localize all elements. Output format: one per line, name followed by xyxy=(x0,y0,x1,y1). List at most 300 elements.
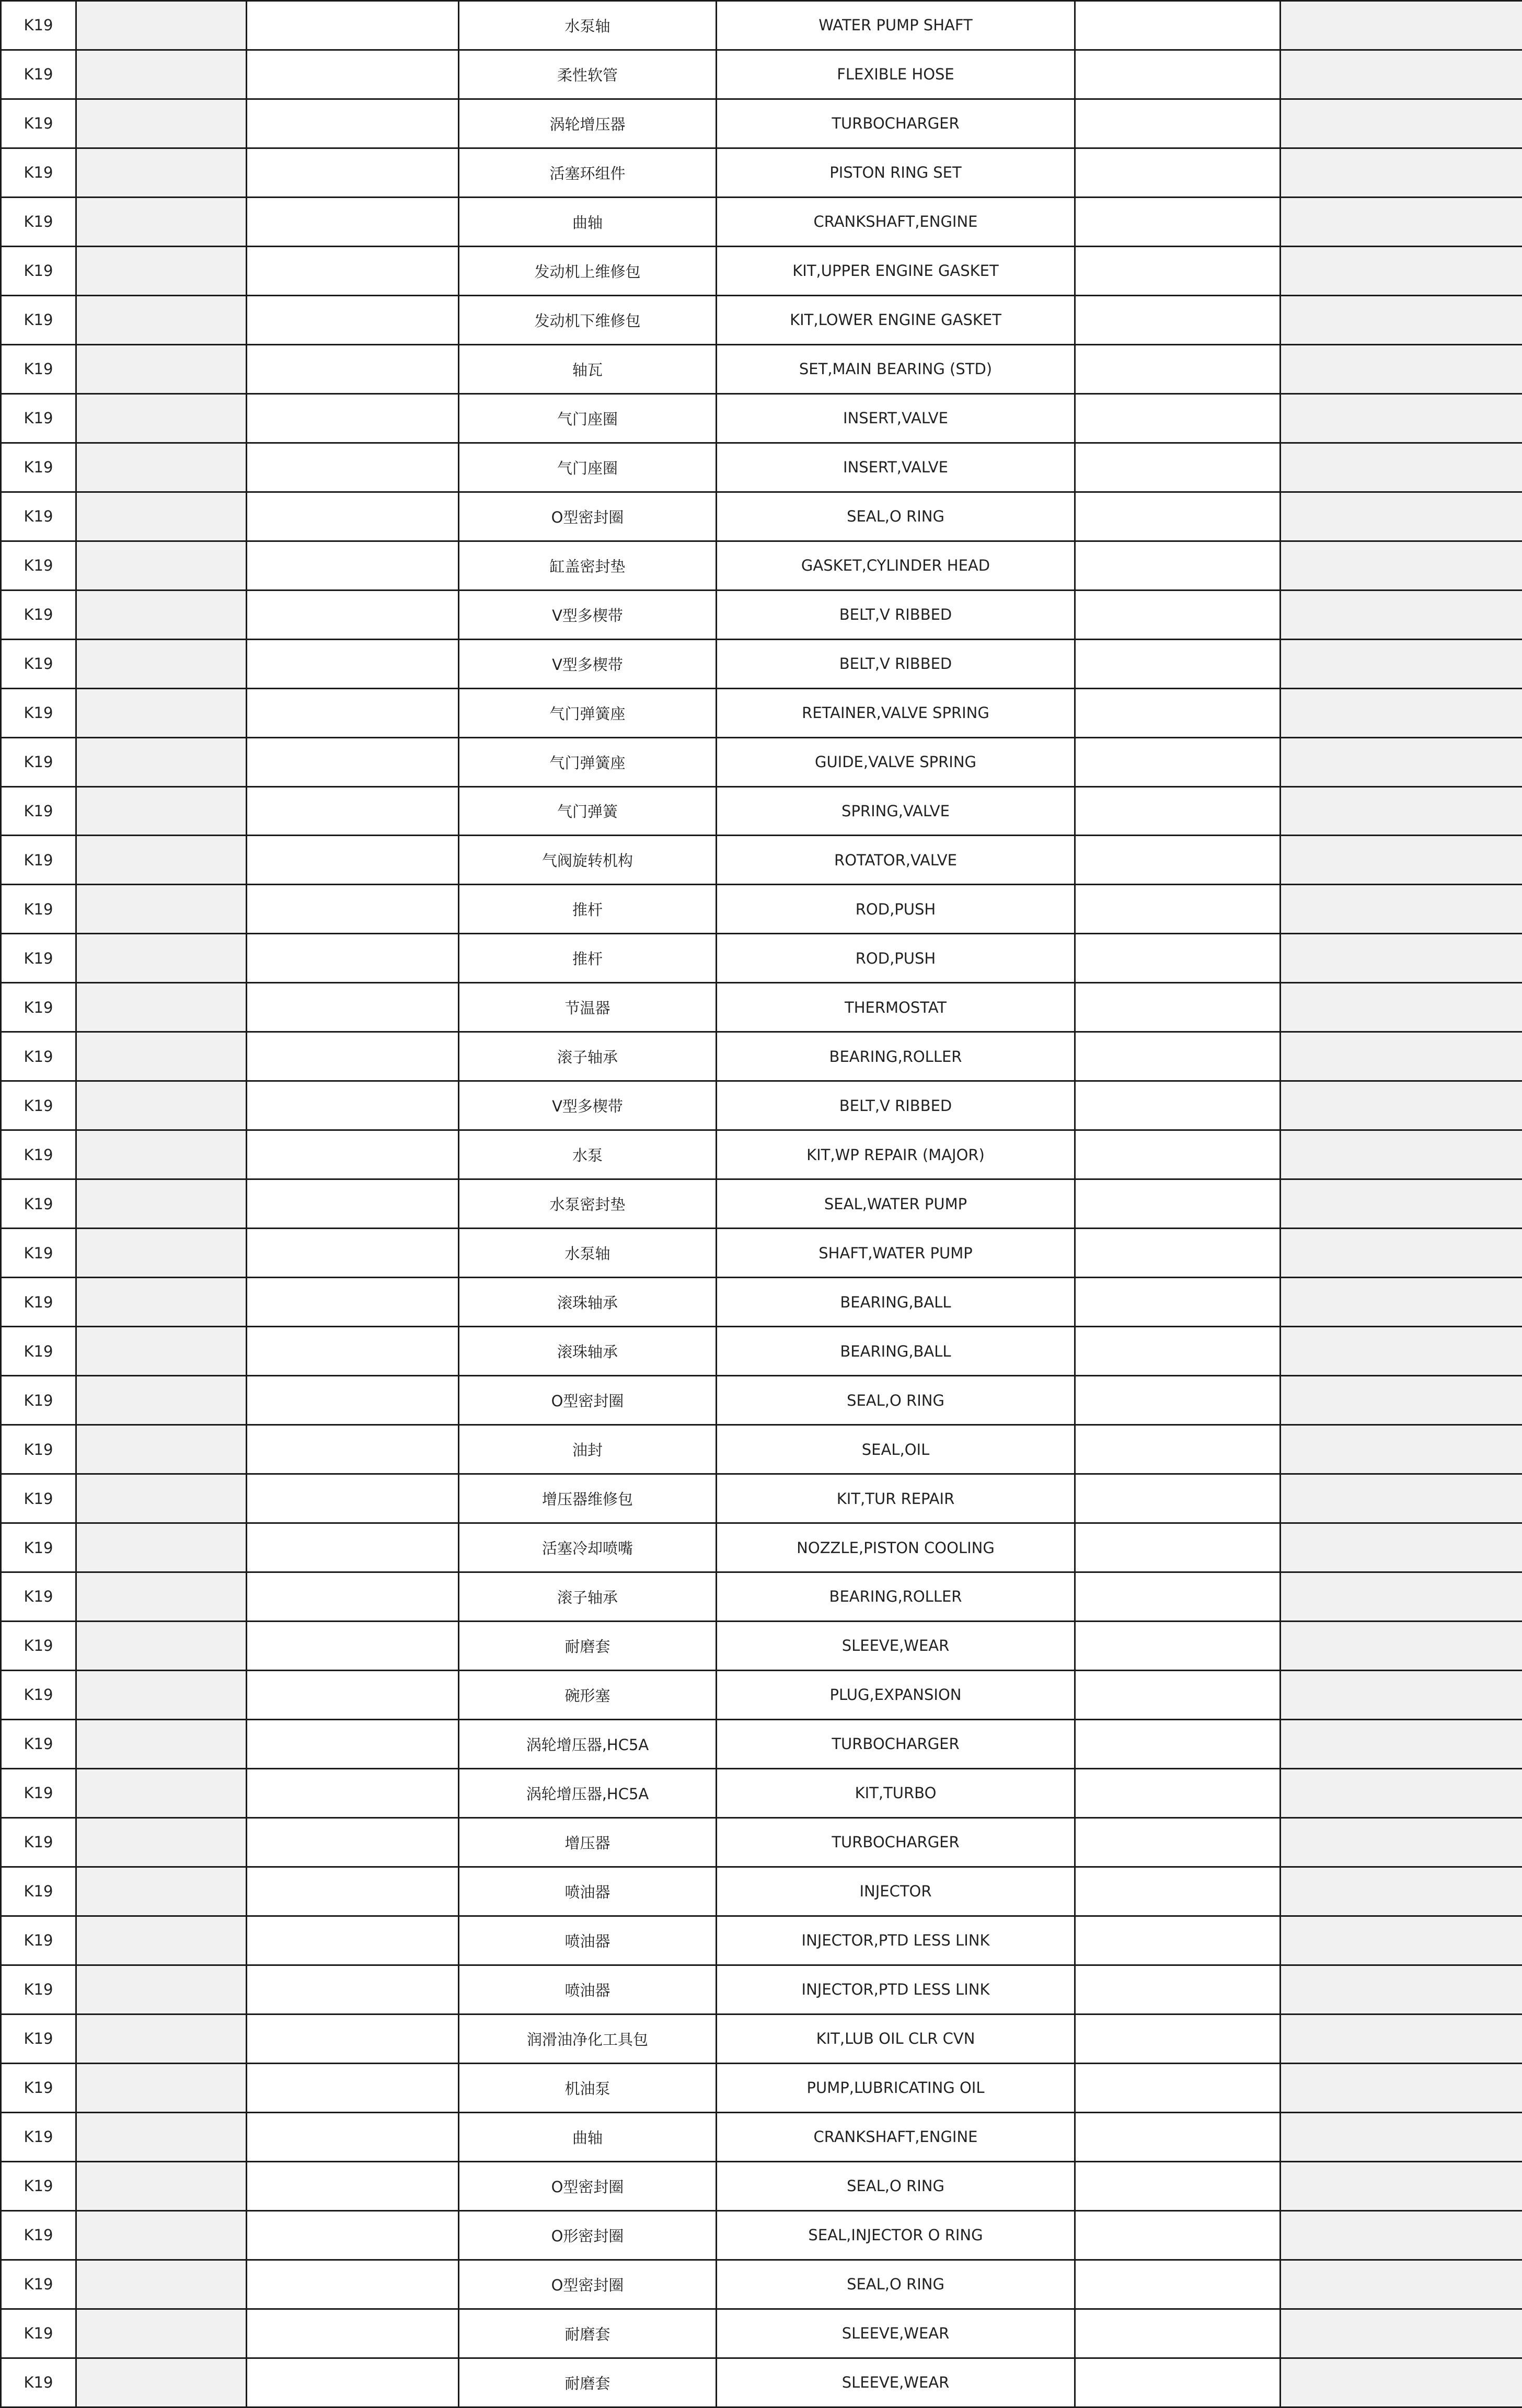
empty-cell xyxy=(1075,2358,1281,2407)
english-name-cell: SEAL,WATER PUMP xyxy=(717,1179,1075,1229)
empty-cell xyxy=(1281,1523,1522,1572)
empty-cell xyxy=(1281,1768,1522,1817)
table-row xyxy=(1,786,1522,836)
model-cell: K19 xyxy=(1,1719,76,1768)
empty-cell xyxy=(1281,1179,1522,1229)
empty-cell xyxy=(76,1376,247,1425)
table-row xyxy=(1,2358,1522,2407)
empty-cell xyxy=(1281,2260,1522,2309)
model-cell: K19 xyxy=(1,688,76,737)
empty-cell xyxy=(1075,1376,1281,1425)
empty-cell xyxy=(247,1867,459,1916)
empty-cell xyxy=(1281,2112,1522,2161)
empty-cell xyxy=(76,99,247,148)
empty-cell xyxy=(76,1817,247,1867)
empty-cell xyxy=(1075,2063,1281,2112)
model-cell: K19 xyxy=(1,2260,76,2309)
empty-cell xyxy=(1075,1327,1281,1376)
chinese-name-cell: 发动机下维修包 xyxy=(459,295,717,344)
empty-cell xyxy=(76,2161,247,2210)
table-row xyxy=(1,2063,1522,2112)
empty-cell xyxy=(247,99,459,148)
empty-cell xyxy=(1075,541,1281,590)
chinese-name-cell: 水泵 xyxy=(459,1130,717,1179)
empty-cell xyxy=(247,983,459,1032)
english-name-cell: KIT,LOWER ENGINE GASKET xyxy=(717,295,1075,344)
model-cell: K19 xyxy=(1,2309,76,2358)
english-name-cell: GUIDE,VALVE SPRING xyxy=(717,737,1075,786)
empty-cell xyxy=(1281,1867,1522,1916)
chinese-name-cell: 耐磨套 xyxy=(459,2309,717,2358)
empty-cell xyxy=(76,2063,247,2112)
empty-cell xyxy=(76,885,247,934)
chinese-name-cell: 涡轮增压器 xyxy=(459,99,717,148)
empty-cell xyxy=(247,1474,459,1523)
chinese-name-cell: 曲轴 xyxy=(459,197,717,246)
empty-cell xyxy=(76,1425,247,1474)
empty-cell xyxy=(1281,1130,1522,1179)
empty-cell xyxy=(1281,148,1522,197)
table-row xyxy=(1,983,1522,1032)
table-row xyxy=(1,197,1522,246)
empty-cell xyxy=(1075,639,1281,688)
empty-cell xyxy=(1075,786,1281,836)
table-row xyxy=(1,1032,1522,1081)
table-row xyxy=(1,1817,1522,1867)
table-row xyxy=(1,2210,1522,2260)
empty-cell xyxy=(76,1179,247,1229)
empty-cell xyxy=(76,1572,247,1622)
empty-cell xyxy=(247,2260,459,2309)
table-row xyxy=(1,1278,1522,1327)
english-name-cell: SEAL,OIL xyxy=(717,1425,1075,1474)
empty-cell xyxy=(247,2014,459,2063)
english-name-cell: BELT,V RIBBED xyxy=(717,590,1075,639)
model-cell: K19 xyxy=(1,2063,76,2112)
empty-cell xyxy=(1075,1523,1281,1572)
empty-cell xyxy=(76,1474,247,1523)
empty-cell xyxy=(247,1768,459,1817)
chinese-name-cell: 碗形塞 xyxy=(459,1670,717,1719)
empty-cell xyxy=(1281,885,1522,934)
empty-cell xyxy=(76,197,247,246)
table-row xyxy=(1,737,1522,786)
model-cell: K19 xyxy=(1,885,76,934)
model-cell: K19 xyxy=(1,1,76,50)
empty-cell xyxy=(247,246,459,295)
english-name-cell: GASKET,CYLINDER HEAD xyxy=(717,541,1075,590)
english-name-cell: BELT,V RIBBED xyxy=(717,1081,1075,1130)
english-name-cell: KIT,LUB OIL CLR CVN xyxy=(717,2014,1075,2063)
empty-cell xyxy=(1075,2309,1281,2358)
empty-cell xyxy=(1075,1916,1281,1965)
empty-cell xyxy=(247,934,459,983)
empty-cell xyxy=(1281,1229,1522,1278)
english-name-cell: TURBOCHARGER xyxy=(717,1719,1075,1768)
chinese-name-cell: 耐磨套 xyxy=(459,1621,717,1670)
table-row xyxy=(1,1768,1522,1817)
english-name-cell: SLEEVE,WEAR xyxy=(717,2358,1075,2407)
empty-cell xyxy=(76,737,247,786)
model-cell: K19 xyxy=(1,492,76,541)
table-row xyxy=(1,885,1522,934)
model-cell: K19 xyxy=(1,1179,76,1229)
empty-cell xyxy=(1281,639,1522,688)
parts-table-body xyxy=(1,1,1522,2407)
empty-cell xyxy=(1281,2063,1522,2112)
empty-cell xyxy=(1075,1081,1281,1130)
chinese-name-cell: 涡轮增压器,HC5A xyxy=(459,1768,717,1817)
table-row xyxy=(1,99,1522,148)
table-row xyxy=(1,1916,1522,1965)
empty-cell xyxy=(76,246,247,295)
chinese-name-cell: O型密封圈 xyxy=(459,2161,717,2210)
table-row xyxy=(1,148,1522,197)
empty-cell xyxy=(1281,197,1522,246)
empty-cell xyxy=(1075,1,1281,50)
chinese-name-cell: 气门弹簧座 xyxy=(459,737,717,786)
table-row xyxy=(1,541,1522,590)
table-row xyxy=(1,688,1522,737)
table-row xyxy=(1,1130,1522,1179)
table-row xyxy=(1,1572,1522,1622)
chinese-name-cell: O形密封圈 xyxy=(459,2210,717,2260)
model-cell: K19 xyxy=(1,295,76,344)
chinese-name-cell: 气门弹簧 xyxy=(459,786,717,836)
chinese-name-cell: 机油泵 xyxy=(459,2063,717,2112)
empty-cell xyxy=(1281,295,1522,344)
empty-cell xyxy=(247,1572,459,1622)
empty-cell xyxy=(1281,1376,1522,1425)
model-cell: K19 xyxy=(1,1376,76,1425)
empty-cell xyxy=(1075,737,1281,786)
empty-cell xyxy=(76,983,247,1032)
model-cell: K19 xyxy=(1,1032,76,1081)
english-name-cell: INJECTOR,PTD LESS LINK xyxy=(717,1965,1075,2014)
english-name-cell: FLEXIBLE HOSE xyxy=(717,50,1075,99)
empty-cell xyxy=(1075,1768,1281,1817)
empty-cell xyxy=(76,492,247,541)
english-name-cell: PUMP,LUBRICATING OIL xyxy=(717,2063,1075,2112)
model-cell: K19 xyxy=(1,1768,76,1817)
empty-cell xyxy=(1075,197,1281,246)
empty-cell xyxy=(247,148,459,197)
chinese-name-cell: 发动机上维修包 xyxy=(459,246,717,295)
model-cell: K19 xyxy=(1,2161,76,2210)
empty-cell xyxy=(1075,688,1281,737)
empty-cell xyxy=(76,639,247,688)
chinese-name-cell: 滚子轴承 xyxy=(459,1032,717,1081)
empty-cell xyxy=(76,50,247,99)
model-cell: K19 xyxy=(1,1523,76,1572)
empty-cell xyxy=(247,344,459,393)
empty-cell xyxy=(1281,1278,1522,1327)
empty-cell xyxy=(247,1376,459,1425)
model-cell: K19 xyxy=(1,99,76,148)
empty-cell xyxy=(76,688,247,737)
empty-cell xyxy=(1075,344,1281,393)
english-name-cell: BELT,V RIBBED xyxy=(717,639,1075,688)
table-row xyxy=(1,492,1522,541)
empty-cell xyxy=(247,1523,459,1572)
empty-cell xyxy=(1075,1965,1281,2014)
empty-cell xyxy=(76,2309,247,2358)
english-name-cell: KIT,UPPER ENGINE GASKET xyxy=(717,246,1075,295)
empty-cell xyxy=(76,1965,247,2014)
model-cell: K19 xyxy=(1,541,76,590)
empty-cell xyxy=(1281,344,1522,393)
chinese-name-cell: 润滑油净化工具包 xyxy=(459,2014,717,2063)
chinese-name-cell: 轴瓦 xyxy=(459,344,717,393)
english-name-cell: INSERT,VALVE xyxy=(717,393,1075,443)
empty-cell xyxy=(76,2260,247,2309)
empty-cell xyxy=(1075,1621,1281,1670)
english-name-cell: BEARING,BALL xyxy=(717,1327,1075,1376)
model-cell: K19 xyxy=(1,836,76,885)
chinese-name-cell: V型多楔带 xyxy=(459,590,717,639)
table-row xyxy=(1,2161,1522,2210)
empty-cell xyxy=(247,1,459,50)
table-row xyxy=(1,1474,1522,1523)
empty-cell xyxy=(76,1327,247,1376)
model-cell: K19 xyxy=(1,1229,76,1278)
table-row xyxy=(1,1719,1522,1768)
empty-cell xyxy=(76,1081,247,1130)
empty-cell xyxy=(247,688,459,737)
empty-cell xyxy=(76,443,247,492)
chinese-name-cell: 节温器 xyxy=(459,983,717,1032)
empty-cell xyxy=(247,1130,459,1179)
empty-cell xyxy=(247,1965,459,2014)
chinese-name-cell: V型多楔带 xyxy=(459,639,717,688)
empty-cell xyxy=(247,1916,459,1965)
empty-cell xyxy=(1281,492,1522,541)
empty-cell xyxy=(1075,1032,1281,1081)
model-cell: K19 xyxy=(1,1130,76,1179)
empty-cell xyxy=(247,492,459,541)
model-cell: K19 xyxy=(1,1327,76,1376)
empty-cell xyxy=(1281,1572,1522,1622)
table-row xyxy=(1,1229,1522,1278)
empty-cell xyxy=(247,2358,459,2407)
chinese-name-cell: 水泵密封垫 xyxy=(459,1179,717,1229)
english-name-cell: SEAL,O RING xyxy=(717,492,1075,541)
empty-cell xyxy=(1281,443,1522,492)
model-cell: K19 xyxy=(1,1278,76,1327)
empty-cell xyxy=(1281,2014,1522,2063)
chinese-name-cell: 滚子轴承 xyxy=(459,1572,717,1622)
empty-cell xyxy=(1281,1670,1522,1719)
empty-cell xyxy=(1075,2210,1281,2260)
empty-cell xyxy=(76,1670,247,1719)
english-name-cell: RETAINER,VALVE SPRING xyxy=(717,688,1075,737)
empty-cell xyxy=(247,1032,459,1081)
table-row xyxy=(1,1,1522,50)
empty-cell xyxy=(1075,2014,1281,2063)
table-row xyxy=(1,2309,1522,2358)
english-name-cell: SEAL,INJECTOR O RING xyxy=(717,2210,1075,2260)
empty-cell xyxy=(1075,1670,1281,1719)
chinese-name-cell: 气门座圈 xyxy=(459,393,717,443)
model-cell: K19 xyxy=(1,148,76,197)
empty-cell xyxy=(1075,836,1281,885)
empty-cell xyxy=(1281,737,1522,786)
table-row xyxy=(1,2260,1522,2309)
chinese-name-cell: 滚珠轴承 xyxy=(459,1278,717,1327)
empty-cell xyxy=(76,344,247,393)
empty-cell xyxy=(247,737,459,786)
empty-cell xyxy=(76,1867,247,1916)
english-name-cell: SEAL,O RING xyxy=(717,1376,1075,1425)
empty-cell xyxy=(1281,1965,1522,2014)
model-cell: K19 xyxy=(1,344,76,393)
empty-cell xyxy=(1075,1278,1281,1327)
empty-cell xyxy=(247,50,459,99)
chinese-name-cell: 增压器维修包 xyxy=(459,1474,717,1523)
english-name-cell: TURBOCHARGER xyxy=(717,1817,1075,1867)
english-name-cell: SLEEVE,WEAR xyxy=(717,1621,1075,1670)
model-cell: K19 xyxy=(1,1621,76,1670)
chinese-name-cell: 增压器 xyxy=(459,1817,717,1867)
empty-cell xyxy=(76,1768,247,1817)
empty-cell xyxy=(76,1916,247,1965)
empty-cell xyxy=(1281,1621,1522,1670)
empty-cell xyxy=(1075,50,1281,99)
model-cell: K19 xyxy=(1,1081,76,1130)
model-cell: K19 xyxy=(1,983,76,1032)
model-cell: K19 xyxy=(1,443,76,492)
empty-cell xyxy=(1281,1719,1522,1768)
empty-cell xyxy=(76,1278,247,1327)
empty-cell xyxy=(1075,2161,1281,2210)
empty-cell xyxy=(1281,688,1522,737)
chinese-name-cell: O型密封圈 xyxy=(459,2260,717,2309)
model-cell: K19 xyxy=(1,934,76,983)
empty-cell xyxy=(247,2112,459,2161)
empty-cell xyxy=(247,1278,459,1327)
table-row xyxy=(1,1425,1522,1474)
chinese-name-cell: 耐磨套 xyxy=(459,2358,717,2407)
chinese-name-cell: O型密封圈 xyxy=(459,1376,717,1425)
empty-cell xyxy=(76,590,247,639)
empty-cell xyxy=(76,1229,247,1278)
empty-cell xyxy=(247,2063,459,2112)
english-name-cell: INJECTOR xyxy=(717,1867,1075,1916)
empty-cell xyxy=(1075,1130,1281,1179)
empty-cell xyxy=(1075,1474,1281,1523)
empty-cell xyxy=(1281,99,1522,148)
empty-cell xyxy=(76,393,247,443)
empty-cell xyxy=(1075,934,1281,983)
empty-cell xyxy=(247,2309,459,2358)
empty-cell xyxy=(247,1229,459,1278)
empty-cell xyxy=(76,1032,247,1081)
empty-cell xyxy=(247,197,459,246)
empty-cell xyxy=(247,590,459,639)
empty-cell xyxy=(76,836,247,885)
empty-cell xyxy=(1075,1572,1281,1622)
model-cell: K19 xyxy=(1,246,76,295)
empty-cell xyxy=(1075,885,1281,934)
empty-cell xyxy=(76,1130,247,1179)
empty-cell xyxy=(1075,246,1281,295)
empty-cell xyxy=(76,1,247,50)
chinese-name-cell: 涡轮增压器,HC5A xyxy=(459,1719,717,1768)
empty-cell xyxy=(247,295,459,344)
table-row xyxy=(1,1965,1522,2014)
empty-cell xyxy=(247,1670,459,1719)
table-row xyxy=(1,590,1522,639)
model-cell: K19 xyxy=(1,1670,76,1719)
empty-cell xyxy=(1281,393,1522,443)
empty-cell xyxy=(76,2112,247,2161)
english-name-cell: TURBOCHARGER xyxy=(717,99,1075,148)
model-cell: K19 xyxy=(1,1817,76,1867)
empty-cell xyxy=(76,2358,247,2407)
chinese-name-cell: 水泵轴 xyxy=(459,1,717,50)
empty-cell xyxy=(76,1719,247,1768)
empty-cell xyxy=(247,639,459,688)
empty-cell xyxy=(1281,1425,1522,1474)
model-cell: K19 xyxy=(1,1916,76,1965)
empty-cell xyxy=(76,148,247,197)
empty-cell xyxy=(1281,2309,1522,2358)
empty-cell xyxy=(1075,393,1281,443)
table-row xyxy=(1,639,1522,688)
chinese-name-cell: 喷油器 xyxy=(459,1867,717,1916)
english-name-cell: INJECTOR,PTD LESS LINK xyxy=(717,1916,1075,1965)
table-row xyxy=(1,2112,1522,2161)
table-row xyxy=(1,934,1522,983)
model-cell: K19 xyxy=(1,590,76,639)
english-name-cell: BEARING,ROLLER xyxy=(717,1572,1075,1622)
empty-cell xyxy=(76,2210,247,2260)
empty-cell xyxy=(1075,2112,1281,2161)
empty-cell xyxy=(1075,1719,1281,1768)
chinese-name-cell: 缸盖密封垫 xyxy=(459,541,717,590)
english-name-cell: KIT,TURBO xyxy=(717,1768,1075,1817)
english-name-cell: ROD,PUSH xyxy=(717,934,1075,983)
empty-cell xyxy=(1281,50,1522,99)
english-name-cell: KIT,TUR REPAIR xyxy=(717,1474,1075,1523)
chinese-name-cell: 曲轴 xyxy=(459,2112,717,2161)
empty-cell xyxy=(1281,541,1522,590)
empty-cell xyxy=(1281,934,1522,983)
empty-cell xyxy=(247,541,459,590)
model-cell: K19 xyxy=(1,786,76,836)
chinese-name-cell: 滚珠轴承 xyxy=(459,1327,717,1376)
empty-cell xyxy=(1281,1032,1522,1081)
table-row xyxy=(1,1523,1522,1572)
model-cell: K19 xyxy=(1,2210,76,2260)
empty-cell xyxy=(247,1081,459,1130)
empty-cell xyxy=(1281,1474,1522,1523)
empty-cell xyxy=(1075,1867,1281,1916)
table-row xyxy=(1,836,1522,885)
empty-cell xyxy=(1075,99,1281,148)
empty-cell xyxy=(1075,443,1281,492)
english-name-cell: ROTATOR,VALVE xyxy=(717,836,1075,885)
english-name-cell: INSERT,VALVE xyxy=(717,443,1075,492)
english-name-cell: WATER PUMP SHAFT xyxy=(717,1,1075,50)
empty-cell xyxy=(1281,1,1522,50)
empty-cell xyxy=(247,1327,459,1376)
empty-cell xyxy=(247,1817,459,1867)
english-name-cell: SEAL,O RING xyxy=(717,2260,1075,2309)
chinese-name-cell: V型多楔带 xyxy=(459,1081,717,1130)
english-name-cell: NOZZLE,PISTON COOLING xyxy=(717,1523,1075,1572)
model-cell: K19 xyxy=(1,639,76,688)
